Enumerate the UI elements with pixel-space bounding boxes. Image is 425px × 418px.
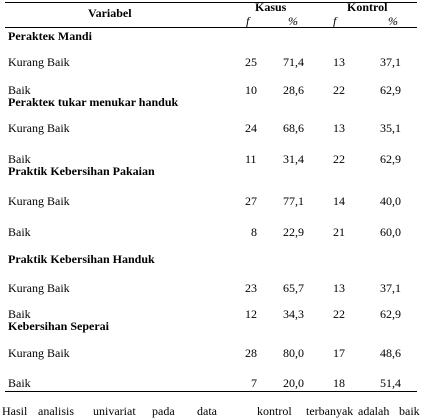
footer-word: analisis <box>38 404 74 418</box>
cell-kontrol-f: 13 <box>333 55 345 69</box>
row-label: Baik <box>8 225 31 239</box>
cell-kontrol-pct: 62,9 <box>380 307 401 321</box>
section-title-handuk: Praktik Kebersihan Handuk <box>8 252 155 266</box>
cell-kasus-f: 12 <box>245 307 257 321</box>
section-title-seperai: Kebersihan Seperai <box>8 319 109 333</box>
cell-kontrol-pct: 62,9 <box>380 152 401 166</box>
cell-kasus-f: 7 <box>251 376 257 390</box>
cell-kontrol-pct: 60,0 <box>380 225 401 239</box>
row-label: Baik <box>8 376 31 390</box>
cell-kasus-pct: 34,3 <box>283 307 304 321</box>
cell-kasus-pct: 71,4 <box>283 55 304 69</box>
cell-kasus-f: 8 <box>251 225 257 239</box>
cell-kontrol-pct: 35,1 <box>380 121 401 135</box>
footer-word: pada <box>152 404 175 418</box>
cell-kasus-pct: 28,6 <box>283 83 304 97</box>
cell-kontrol-pct: 48,6 <box>380 346 401 360</box>
cell-kontrol-pct: 40,0 <box>380 194 401 208</box>
section-title-mandi: Perakteк Mandi <box>8 29 92 43</box>
footer-word: baik <box>399 404 420 418</box>
cell-kasus-f: 10 <box>245 83 257 97</box>
header-kontrol-f: f <box>333 14 337 28</box>
footer-word: data <box>197 404 217 418</box>
cell-kasus-f: 27 <box>245 194 257 208</box>
header-kontrol: Kontrol <box>347 0 388 14</box>
row-label: Baik <box>8 152 31 166</box>
cell-kontrol-f: 13 <box>333 281 345 295</box>
cell-kasus-pct: 31,4 <box>283 152 304 166</box>
row-label: Kurang Baik <box>8 281 70 295</box>
header-variable: Variabel <box>88 6 132 20</box>
cell-kontrol-f: 17 <box>333 346 345 360</box>
header-kasus: Kasus <box>255 0 287 14</box>
cell-kasus-pct: 22,9 <box>283 225 304 239</box>
cell-kasus-pct: 65,7 <box>283 281 304 295</box>
section-title-pakaian: Praktik Kebersihan Pakaian <box>8 164 155 178</box>
cell-kontrol-pct: 37,1 <box>380 55 401 69</box>
cell-kasus-pct: 20,0 <box>283 376 304 390</box>
cell-kontrol-f: 21 <box>333 225 345 239</box>
row-label: Kurang Baik <box>8 121 70 135</box>
footer-word: adalah <box>358 404 390 418</box>
row-label: Baik <box>8 83 31 97</box>
header-kasus-f: f <box>246 14 250 28</box>
header-kasus-pct: % <box>288 14 298 28</box>
cell-kontrol-f: 14 <box>333 194 345 208</box>
table-bottom-rule <box>5 391 417 392</box>
footer-word: terbanyak <box>306 404 354 418</box>
cell-kasus-pct: 80,0 <box>283 346 304 360</box>
footer-word: Hasil <box>2 404 28 418</box>
cell-kontrol-pct: 62,9 <box>380 83 401 97</box>
cell-kontrol-f: 22 <box>333 307 345 321</box>
header-bottom-rule <box>5 27 417 28</box>
row-label: Kurang Baik <box>8 346 70 360</box>
cell-kasus-f: 28 <box>245 346 257 360</box>
cell-kontrol-f: 18 <box>333 376 345 390</box>
row-label: Kurang Baik <box>8 194 70 208</box>
cell-kasus-f: 25 <box>245 55 257 69</box>
section-title-handuk-exchange: Perakteк tukar menukar handuk <box>8 95 179 109</box>
footer-word: univariat <box>93 404 136 418</box>
cell-kasus-f: 24 <box>245 121 257 135</box>
row-label: Baik <box>8 307 31 321</box>
cell-kontrol-pct: 51,4 <box>380 376 401 390</box>
cell-kontrol-f: 22 <box>333 83 345 97</box>
cell-kontrol-pct: 37,1 <box>380 281 401 295</box>
header-kontrol-pct: % <box>388 14 398 28</box>
footer-word: kontrol <box>257 404 292 418</box>
cell-kontrol-f: 22 <box>333 152 345 166</box>
cell-kasus-pct: 77,1 <box>283 194 304 208</box>
cell-kasus-f: 11 <box>245 152 257 166</box>
cell-kasus-pct: 68,6 <box>283 121 304 135</box>
cell-kasus-f: 23 <box>245 281 257 295</box>
cell-kontrol-f: 13 <box>333 121 345 135</box>
row-label: Kurang Baik <box>8 55 70 69</box>
